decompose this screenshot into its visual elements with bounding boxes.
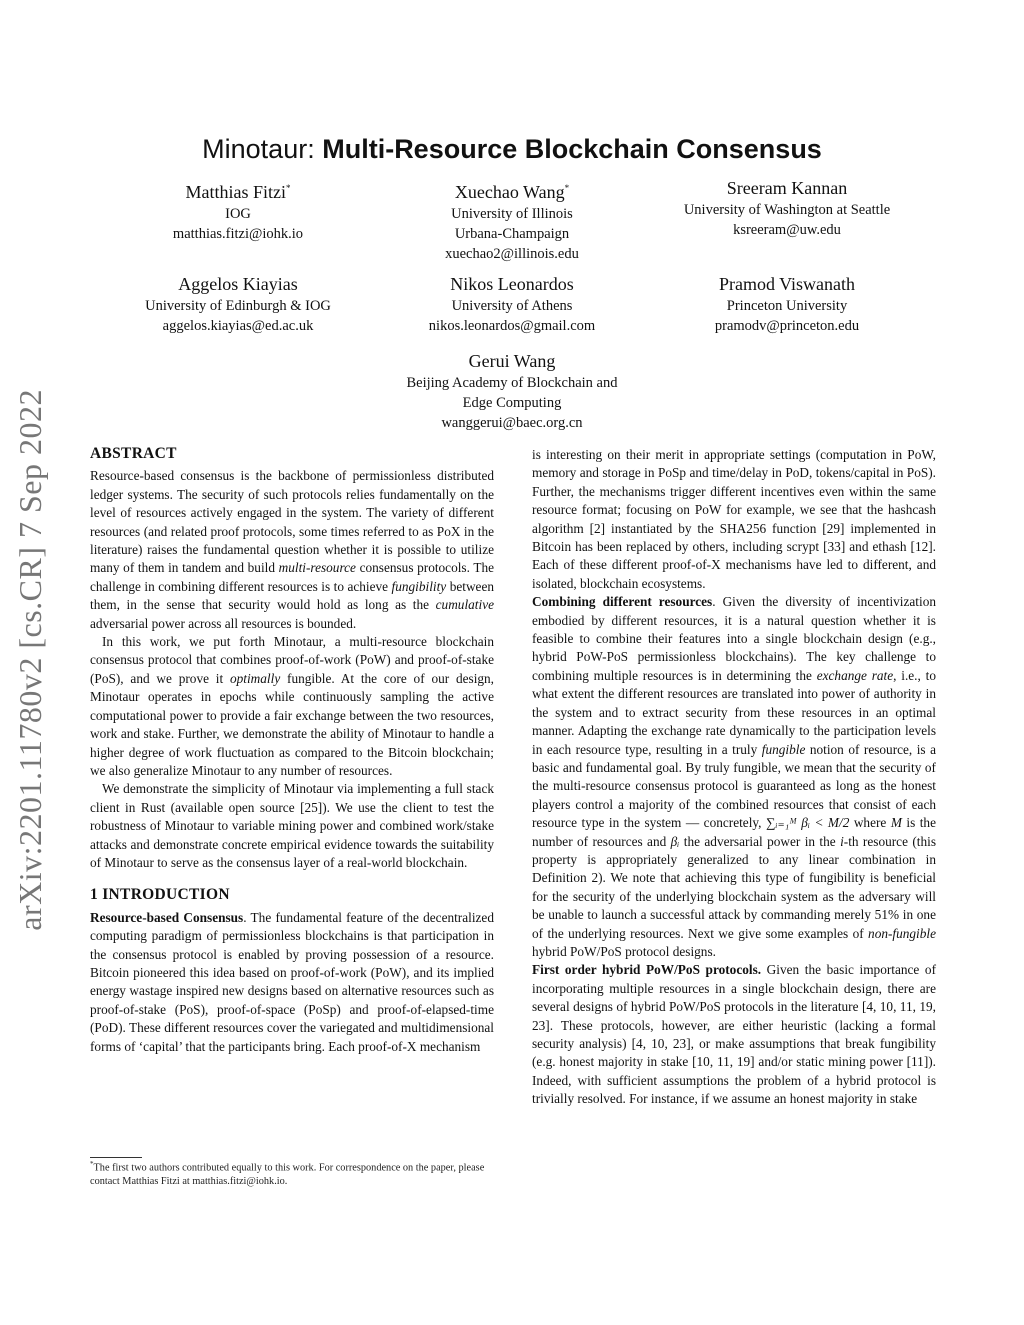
arxiv-identifier: arXiv:2201.11780v2 [cs.CR] 7 Sep 2022 [11,389,48,931]
body-paragraph: is interesting on their merit in appropriate settings (computation in PoW, memory and storage in PoSp and time/delay in PoD, tokens/capital in PoS). Further, the mechanisms trigger different incentives even within the same resource format; focusing on PoW for example, we see that the hashcash algorithm [2] instantiated by the SHA256 function [29] implemented in Bitcoin has been replaced by others, including scrypt [33] and ethash [12]. Each of these different proof-of-X mechanisms have led to different, and isolated, blockchain ecosystems. [532,447,936,591]
abstract-heading: ABSTRACT [90,445,177,462]
body-paragraph: First order hybrid PoW/PoS protocols. Given the basic importance of incorporating multiple resources in a single blockchain design, there are several designs of hybrid PoW/PoS protocols in the literature [4, 10, 11, 19, 23]. These protocols, however, are either heuristic (lacking a formal security analysis) [4, 10, 23], or make assumptions that break fungibility (e.g. honest majority in stake [10, 11, 19] and/or static mining power [11]). Indeed, with sufficient assumptions the problem of a hybrid protocol is trivially resolved. For instance, if we assume an honest majority in stake [532,962,936,1107]
author-block: Xuechao Wang* University of Illinois Urbana-Champaign xuechao2@illinois.edu [445,182,579,262]
paper-title: Minotaur: Multi-Resource Blockchain Consensus [202,134,822,164]
abstract-paragraph: In this work, we put forth Minotaur, a multi-resource blockchain consensus protocol that combines proof-of-work (PoW) and proof-of-stake (PoS), and we prove it optimally fungible. At the core of our design, Minotaur operates in epochs while continuously sampling the active computational power to provide a fair exchange between the two resources, work and stake. Further, we demonstrate the ability of Minotaur to handle a higher degree of work fluctuation as compared to the Bitcoin blockchain; we also generalize Minotaur to any number of resources. [90,634,495,778]
author-block: Nikos Leonardos University of Athens nikos.leonardos@gmail.com [428,274,596,334]
introduction-heading: 1 INTRODUCTION [90,886,230,904]
introduction-paragraph: Resource-based Consensus. The fundamental feature of the decentralized computing paradigm of permissionless blockchains is that participation in the consensus protocol is enabled by proving possession of a resource. Bitcoin pioneered this idea based on proof-of-work (PoW), and its implied energy wastage inspired new designs based on alternative resources such as proof-of-stake (PoS), proof-of-space (PoSp) and proof-of-elapsed-time (PoD). These different resources cover the variegated and multidimensional forms of ‘capital’ that the participants bring. Each proof-of-X mechanism [90,909,494,1054]
right-column [532,446,936,1109]
math-inline: ∑ᵢ₌₁ᴹ βᵢ < M/2 [766,815,850,831]
abstract-paragraph: Resource-based consensus is the backbone of permissionless distributed ledger systems. The security of such protocols relies fundamentally on the level of resources actively engaged in the system. The variety of different resources (and related proof protocols, some times referred to as PoX in the literature) raises the fundamental question whether it is possible to utilize many of them in tandem and build multi-resource consensus protocols. The challenge in combining different resources is to achieve fungibility between them, in the sense that security would hold as long as the cumulative adversarial power across all resources is bounded. [90,468,494,631]
author-block: Matthias Fitzi* IOG matthias.fitzi@iohk.io [172,182,304,242]
abstract-paragraph: We demonstrate the simplicity of Minotaur via implementing a full stack client in Rust (available open source [25]). We use the client to test the robustness of Minotaur to variable mining power and combined work/stake attacks and demonstrate concrete empirical evidence towards the suitability of Minotaur to serve as the consensus layer of a real-world blockchain. [90,781,494,870]
author-block: Sreeram Kannan University of Washington at Seattle ksreeram@uw.edu [683,178,891,238]
author-block: Aggelos Kiayias University of Edinburgh & IOG aggelos.kiayias@ed.ac.uk [145,274,331,334]
author-block: Gerui Wang Beijing Academy of Blockchain and Edge Computing wanggerui@baec.org.cn [406,351,618,431]
left-column [90,445,494,1056]
author-block: Pramod Viswanath Princeton University pramodv@princeton.edu [714,274,860,334]
body-paragraph: Combining different resources. Given the diversity of incentivization embodied by different resources, it is a natural question whether it is feasible to combine their features into a single blockchain design (e.g., hybrid PoW-PoS permissionless blockchains). The key challenge to combining multiple resources is in determining the exchange rate, i.e., to what extent the different resources are translated into power of authority in the system and to extract security from these resources in an optimal manner. Adapting the exchange rate dynamically to the participation levels in each resource type, resulting in a truly fungible notion of resource, is a basic and fundamental goal. By truly fungible, we mean that the security of the multi-resource consensus protocol is guaranteed as long as the honest players control a majority of the combined resources that consist of each resource type in the system — concretely, ∑ᵢ₌₁ᴹ βᵢ < M/2 where M is the number of resources and βᵢ the adversarial power in the i-th resource (this property is appropriately generalized to any linear combination in Definition 2). We note that achieving this type of fungibility is beneficial for the security of the underlying blockchain system as the adversary will be unable to launch a successful attack by commanding merely 51% in one of the underlying resources. Next we give some examples of non-fungible hybrid PoW/PoS protocol designs. [532,594,936,959]
footnote: *The first two authors contributed equally to this work. For correspondence on the paper, please contact Matthias Fitzi at matthias.fitzi@iohk.io. [90,1160,485,1187]
arxiv-sidebar [10,360,50,960]
